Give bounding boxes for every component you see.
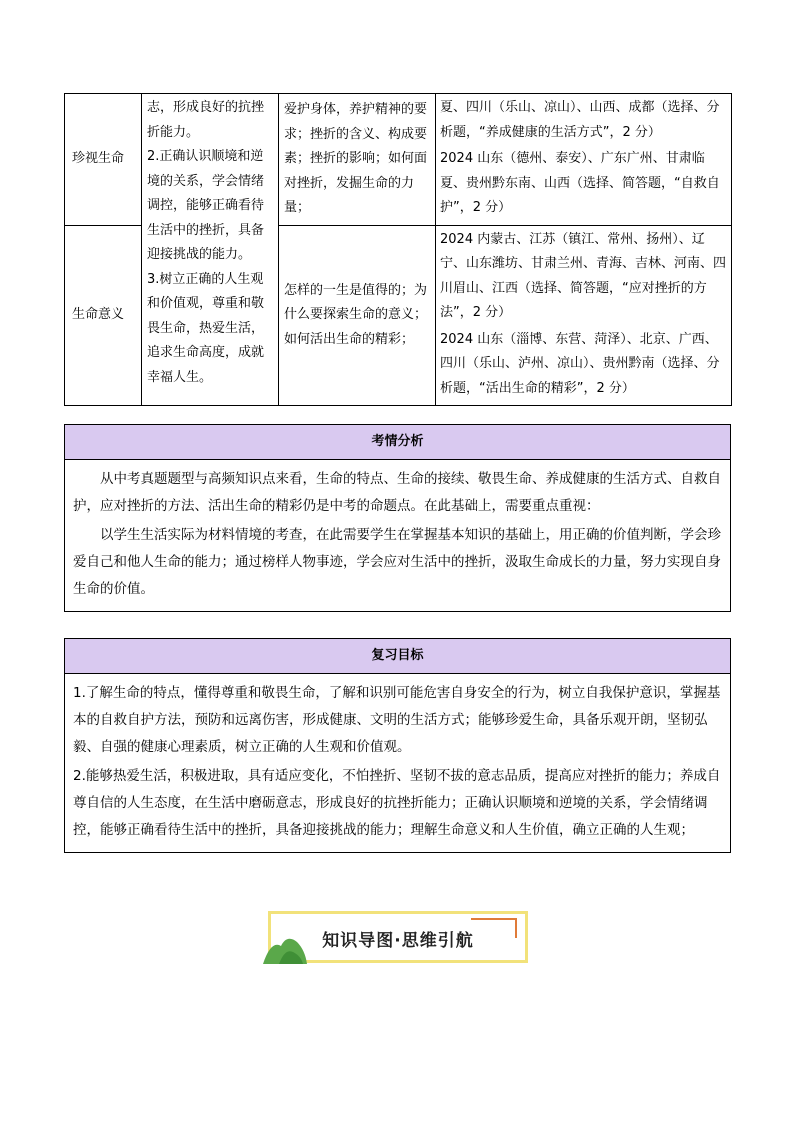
goals-cell xyxy=(142,94,279,406)
topic-label: 珍视生命 xyxy=(72,151,125,166)
paragraph: 从中考真题题型与高频知识点来看，生命的特点、生命的接续、敬畏生命、养成健康的生活方式、自救自护，应对挫折的方法、活出生命的精彩仍是中考的命题点。在此基础上，需要重点重视： xyxy=(73,471,721,514)
curriculum-table xyxy=(64,93,732,406)
goal-text: 2.正确认识顺境和逆境的关系，学会情绪调控，能够正确看待生活中的挫折，具备迎接挑战的能力。 xyxy=(147,149,265,262)
goal-text: 3.树立正确的人生观和价值观，尊重和敬畏生命，热爱生活，追求生命高度，成就幸福人生。 xyxy=(147,271,265,385)
exam-text: 2024 山东（淄博、东营、菏泽）、北京、广西、四川（乐山、泸州、凉山）、贵州黔南（选择、分析题，“活出生命的精彩”，2 分） xyxy=(440,331,720,396)
topic-cell xyxy=(65,94,142,226)
content-text: 怎样的一生是值得的；为什么要探索生命的意义；如何活出生命的精彩； xyxy=(284,282,428,347)
accent-line-icon xyxy=(471,918,517,920)
section-header: 考情分析 xyxy=(65,425,730,460)
section-body xyxy=(65,674,730,852)
section-body xyxy=(65,460,730,611)
paragraph: 以学生生活实际为材料情境的考查，在此需要学生在掌握基本知识的基础上，用正确的价值判断，学会珍爱自己和他人生命的能力；通过榜样人物事迹，学会应对生活中的挫折，汲取生命成长的力量，努力实现自身生命的价值。 xyxy=(73,527,721,597)
content-cell xyxy=(279,225,436,406)
content-text: 爱护身体，养护精神的要求；挫折的含义、构成要素；挫折的影响；如何面对挫折，发掘生命的力量； xyxy=(284,102,428,215)
content-cell xyxy=(279,94,436,226)
exam-analysis-box xyxy=(64,424,731,612)
topic-cell xyxy=(65,225,142,406)
section-header: 复习目标 xyxy=(65,639,730,674)
topic-label: 生命意义 xyxy=(72,307,125,322)
exam-text: 2024 山东（德州、泰安）、广东广州、甘肃临夏、贵州黔东南、山西（选择、简答题，“自救自护”，2 分） xyxy=(440,151,720,215)
paragraph: 2.能够热爱生活，积极进取，具有适应变化，不怕挫折、坚韧不拔的意志品质，提高应对挫折的能力；养成自尊自信的人生态度，在生活中磨砺意志，形成良好的抗挫折能力；正确认识顺境和逆境的关系，学会情绪调控，能够正确看待生活中的挫折，具备迎接挑战的能力；理解生命意义和人生价值，确立正确的人生观； xyxy=(73,768,721,838)
paragraph: 1.了解生命的特点，懂得尊重和敬畏生命，了解和识别可能危害自身安全的行为，树立自我保护意识，掌握基本的自救自护方法，预防和远离伤害，形成健康、文明的生活方式；能够珍爱生命，具备乐观开朗，坚韧弘毅、自强的健康心理素质，树立正确的人生观和价值观。 xyxy=(73,685,721,755)
table-row xyxy=(65,94,732,226)
exam-cell xyxy=(436,94,732,226)
exam-text: 夏、四川（乐山、凉山）、山西、成都（选择、分析题，“养成健康的生活方式”，2 分） xyxy=(440,100,720,140)
knowledge-map-banner xyxy=(268,911,528,963)
exam-text: 2024 内蒙古、江苏（镇江、常州、扬州）、辽宁、山东潍坊、甘肃兰州、青海、吉林、河南、四川眉山、江西（选择、简答题，“应对挫折的方法”，2 分） xyxy=(440,231,727,320)
exam-cell xyxy=(436,225,732,406)
banner-title: 知识导图·思维引航 xyxy=(322,931,474,951)
review-goals-box xyxy=(64,638,731,853)
goal-text: 志，形成良好的抗挫折能力。 xyxy=(147,100,265,140)
